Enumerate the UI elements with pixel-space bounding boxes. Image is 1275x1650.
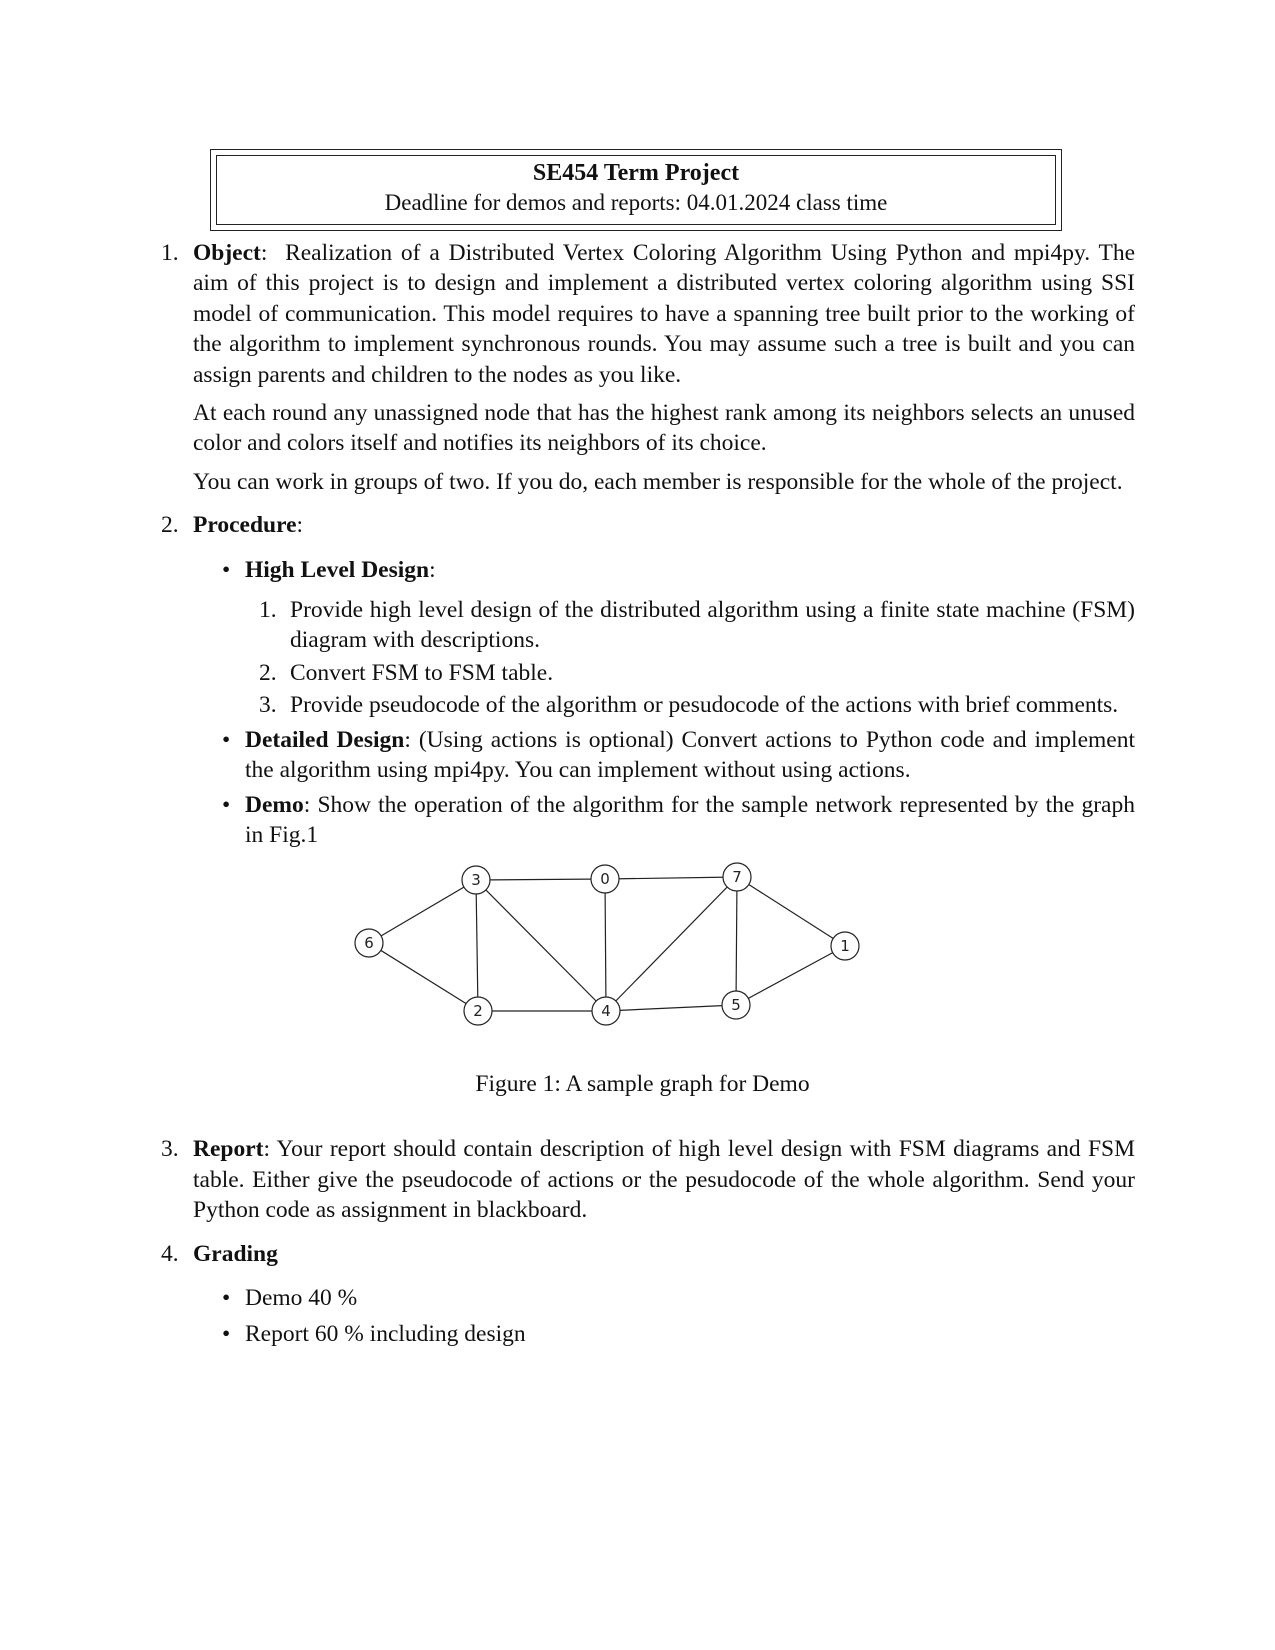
grading-list [150,1283,1135,1350]
graph-node-1 [831,932,859,960]
section-heading: Grading [193,1240,278,1267]
graph-node-6 [355,929,383,957]
step-1: 1. Provide high level design of the distributed algorithm using a finite state machine (FSM) diagram with descriptions. [259,597,1135,654]
bullet-heading: High Level Design [245,556,430,583]
bullet-glyph: • [222,1321,231,1348]
section-object [150,238,1135,497]
bullet-heading: Detailed Design [245,726,405,753]
graph-edge-3-0 [476,879,605,880]
section-heading: Report [193,1136,264,1163]
procedure-list [150,555,1135,851]
title-box [210,149,1062,231]
section-number: 1. [161,240,179,266]
graph-edge-4-7 [606,877,737,1011]
section-procedure: 2. Procedure: [150,510,1135,540]
graph-edge-6-2 [369,943,478,1011]
graph-edge-7-5 [736,877,737,1005]
section-heading: Procedure [193,512,297,539]
graph-edge-5-1 [736,946,845,1005]
figure-caption: Figure 1: A sample graph for Demo [475,1070,810,1097]
graph-node-label: 4 [601,1002,611,1021]
round-paragraph: At each round any unassigned node that has the highest rank among its neighbors selects an unused color and colors itself and notifies its neighbors of its choice. [193,400,1135,457]
graph-node-5 [722,991,750,1019]
step-2: 2. Convert FSM to FSM table. [259,659,554,686]
bullet-high-level-design: • High Level Design: 1. Provide high level design of the distributed algorithm using a finite state machine (FSM) diagram with descriptions. 2. Convert FSM to FSM table. 3. Provide pseudocode of the algorithm or pesudocode of the actions with brief comments. [150,555,1135,721]
graph-edge-3-2 [476,880,478,1011]
bullet-heading: Demo [245,791,304,818]
section-grading [150,1239,1135,1269]
graph-edge-4-5 [606,1005,736,1011]
grading-item-demo: • Demo 40 % [150,1283,1135,1313]
document-title: SE454 Term Project [532,160,740,186]
object-text: Realization of a Distributed Vertex Coloring Algorithm Using Python and mpi4py. The aim of this project is to design and implement a distributed vertex coloring algorithm using SSI model of communication. This model requires to have a spanning tree built prior to the working of the algorithm to implement synchronous rounds. You may assume such a tree is built and you can assign parents and children to the nodes as you like. [193,240,1136,388]
section-number: 4. [161,1240,179,1267]
step-3: 3. Provide pseudocode of the algorithm or pesudocode of the actions with brief comments. [259,692,1119,719]
bullet-glyph: • [222,1284,231,1311]
graph-node-2 [464,997,492,1025]
bullet-glyph: • [222,791,231,818]
section-number: 2. [161,512,179,539]
graph-edge-6-3 [369,880,476,943]
bullet-demo: • Demo: Show the operation of the algorithm for the sample network represented by the graph in Fig.1 [222,791,1135,848]
graph-node-7 [723,863,751,891]
graph-edge-0-4 [605,879,606,1011]
document-body [150,238,1135,1350]
graph-edge-3-4 [476,880,606,1011]
section-number: 3. [161,1136,179,1163]
graph-node-label: 5 [731,996,741,1015]
graph-node-label: 3 [471,871,481,890]
graph-node-4 [592,997,620,1025]
bullet-glyph: • [222,556,231,583]
graph-node-label: 7 [732,868,742,887]
bullet-detailed-design: • Detailed Design: (Using actions is optional) Convert actions to Python code and implement the algorithm using mpi4py. You can implement without using actions. [222,726,1135,784]
graph-edge-7-1 [737,877,845,946]
sample-graph [150,850,1135,1060]
graph-node-3 [462,866,490,894]
graph-node-label: 6 [364,934,374,953]
graph-edge-0-7 [605,877,737,879]
deadline-line: Deadline for demos and reports: 04.01.2024 class time [384,190,888,215]
grading-item-report: • Report 60 % including design [150,1319,1135,1349]
title-box-inner [216,155,1056,225]
graph-node-label: 0 [600,870,610,889]
graph-node-label: 1 [840,937,850,956]
section-heading: Object [193,240,261,266]
groups-paragraph: You can work in groups of two. If you do, each member is responsible for the whole of the project. [193,468,1123,495]
graph-node-0 [591,865,619,893]
object-paragraph: Object: Realization of a Distributed Vertex Coloring Algorithm Using Python and mpi4py. The aim of this project is to design and implement a distributed vertex coloring algorithm using SSI model of communication. This model requires to have a spanning tree built prior to the working of the algorithm to implement synchronous rounds. You may assume such a tree is built and you can assign parents and children to the nodes as you like. [193,240,1136,388]
figure-1 [150,850,1135,1110]
bullet-glyph: • [222,726,231,753]
section-report: 3. Report: Your report should contain description of high level design with FSM diagrams and FSM table. Either give the pseudocode of actions or the pesudocode of the whole algorithm. Send your Python code as assignment in blackboard. [161,1136,1135,1224]
graph-node-label: 2 [473,1002,483,1021]
